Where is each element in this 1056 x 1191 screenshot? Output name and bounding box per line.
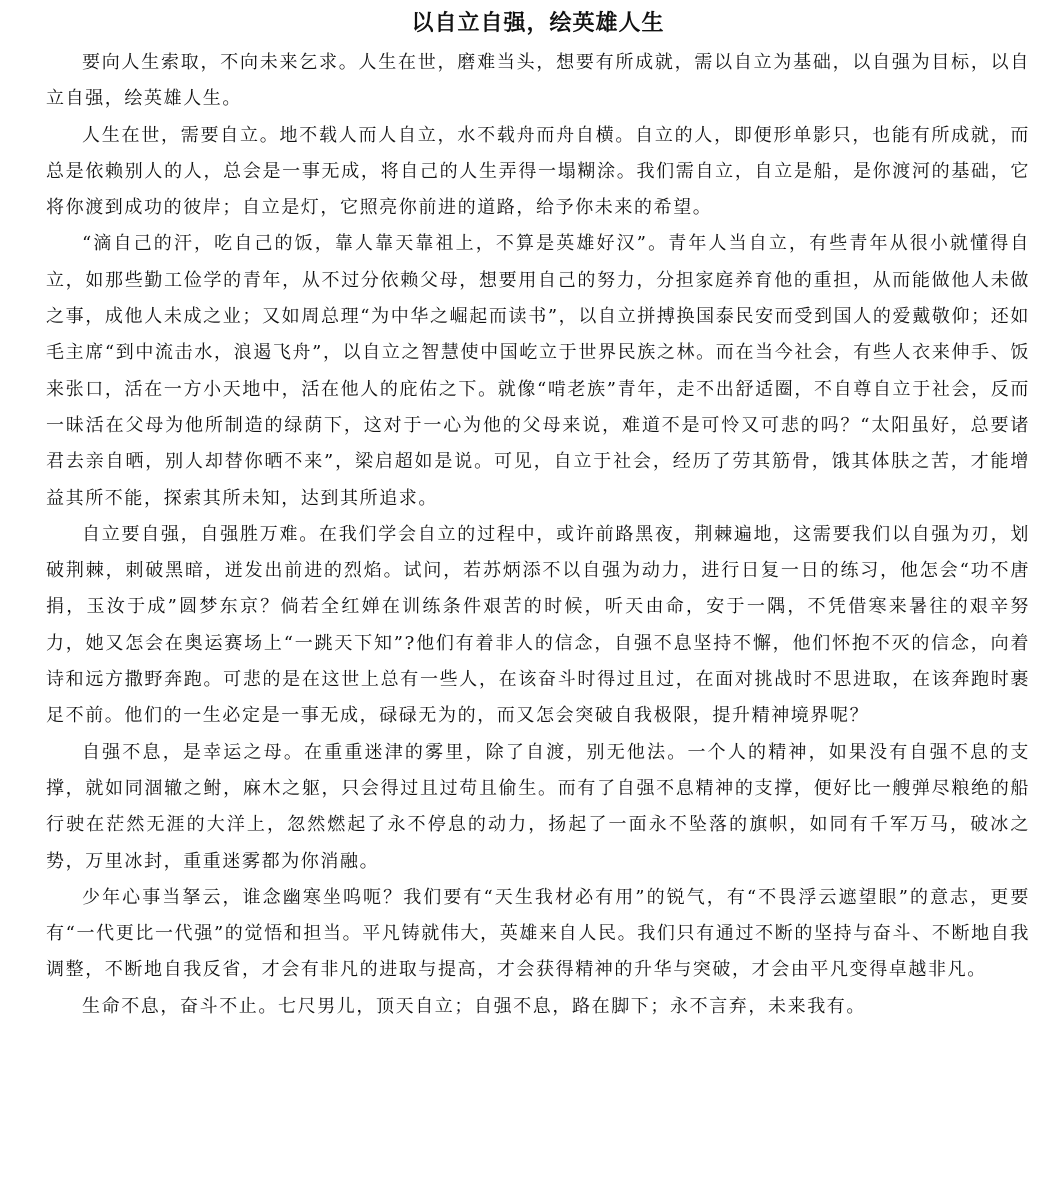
essay-paragraph-5: 自强不息，是幸运之母。在重重迷津的雾里，除了自渡，别无他法。一个人的精神，如果没有自强不息的支撑，就如同涸辙之鲋，麻木之躯，只会得过且过苟且偷生。而有了自强不息精神的支撑，便好比一艘弹尽粮绝的船行驶在茫然无涯的大洋上，忽然燃起了永不停息的动力，扬起了一面永不坠落的旗帜，如同有千军万马，破冰之势，万里冰封，重重迷雾都为你消融。 [46,741,1030,872]
essay-paragraph-4: 自立要自强，自强胜万难。在我们学会自立的过程中，或许前路黑夜，荆棘遍地，这需要我们以自强为刃，划破荆棘，刺破黑暗，迸发出前进的烈焰。试问，若苏炳添不以自强为动力，进行日复一日的练习，他怎会“功不唐捐，玉汝于成”圆梦东京？倘若全红婵在训练条件艰苦的时候，听天由命，安于一隅，不凭借寒来暑往的艰辛努力，她又怎会在奥运赛场上“一跳天下知”?他们有着非人的信念，自强不息坚持不懈，他们怀抱不灭的信念，向着诗和远方撒野奔跑。可悲的是在这世上总有一些人，在该奋斗时得过且过，在面对挑战时不思进取，在该奔跑时裹足不前。他们的一生必定是一事无成，碌碌无为的，而又怎会突破自我极限，提升精神境界呢？ [46,523,1030,727]
essay-paragraph-6: 少年心事当拏云，谁念幽寒坐呜呃？我们要有“天生我材必有用”的锐气，有“不畏浮云遮望眼”的意志，更要有“一代更比一代强”的觉悟和担当。平凡铸就伟大，英雄来自人民。我们只有通过不断的坚持与奋斗、不断地自我调整，不断地自我反省，才会有非凡的进取与提高，才会获得精神的升华与突破，才会由平凡变得卓越非凡。 [46,886,1030,981]
essay-paragraph-2: 人生在世，需要自立。地不载人而人自立，水不载舟而舟自横。自立的人，即便形单影只，也能有所成就，而总是依赖别人的人，总会是一事无成，将自己的人生弄得一塌糊涂。我们需自立，自立是船，是你渡河的基础，它将你渡到成功的彼岸；自立是灯，它照亮你前进的道路，给予你未来的希望。 [46,124,1030,219]
essay-paragraph-3: “滴自己的汗，吃自己的饭，靠人靠天靠祖上，不算是英雄好汉”。青年人当自立，有些青年从很小就懂得自立，如那些勤工俭学的青年，从不过分依赖父母，想要用自己的努力，分担家庭养育他的重担，从而能做他人未做之事，成他人未成之业；又如周总理“为中华之崛起而读书”，以自立拼搏换国泰民安而受到国人的爱戴敬仰；还如毛主席“到中流击水，浪遏飞舟”，以自立之智慧使中国屹立于世界民族之林。而在当今社会，有些人衣来伸手、饭来张口，活在一方小天地中，活在他人的庇佑之下。就像“啃老族”青年，走不出舒适圈，不自尊自立于社会，反而一昧活在父母为他所制造的绿荫下，这对于一心为他的父母来说，难道不是可怜又可悲的吗？“太阳虽好，总要诸君去亲自晒，别人却替你晒不来”，梁启超如是说。可见，自立于社会，经历了劳其筋骨，饿其体肤之苦，才能增益其所不能，探索其所未知，达到其所追求。 [46,233,1030,509]
essay-title: 以自立自强，绘英雄人生 [411,10,665,36]
essay-paragraph-7: 生命不息，奋斗不止。七尺男儿，顶天自立；自强不息，路在脚下；永不言弃，未来我有。 [82,995,866,1017]
essay-paragraph-1: 要向人生索取，不向未来乞求。人生在世，磨难当头，想要有所成就，需以自立为基础，以自强为目标，以自立自强，绘英雄人生。 [46,52,1030,110]
